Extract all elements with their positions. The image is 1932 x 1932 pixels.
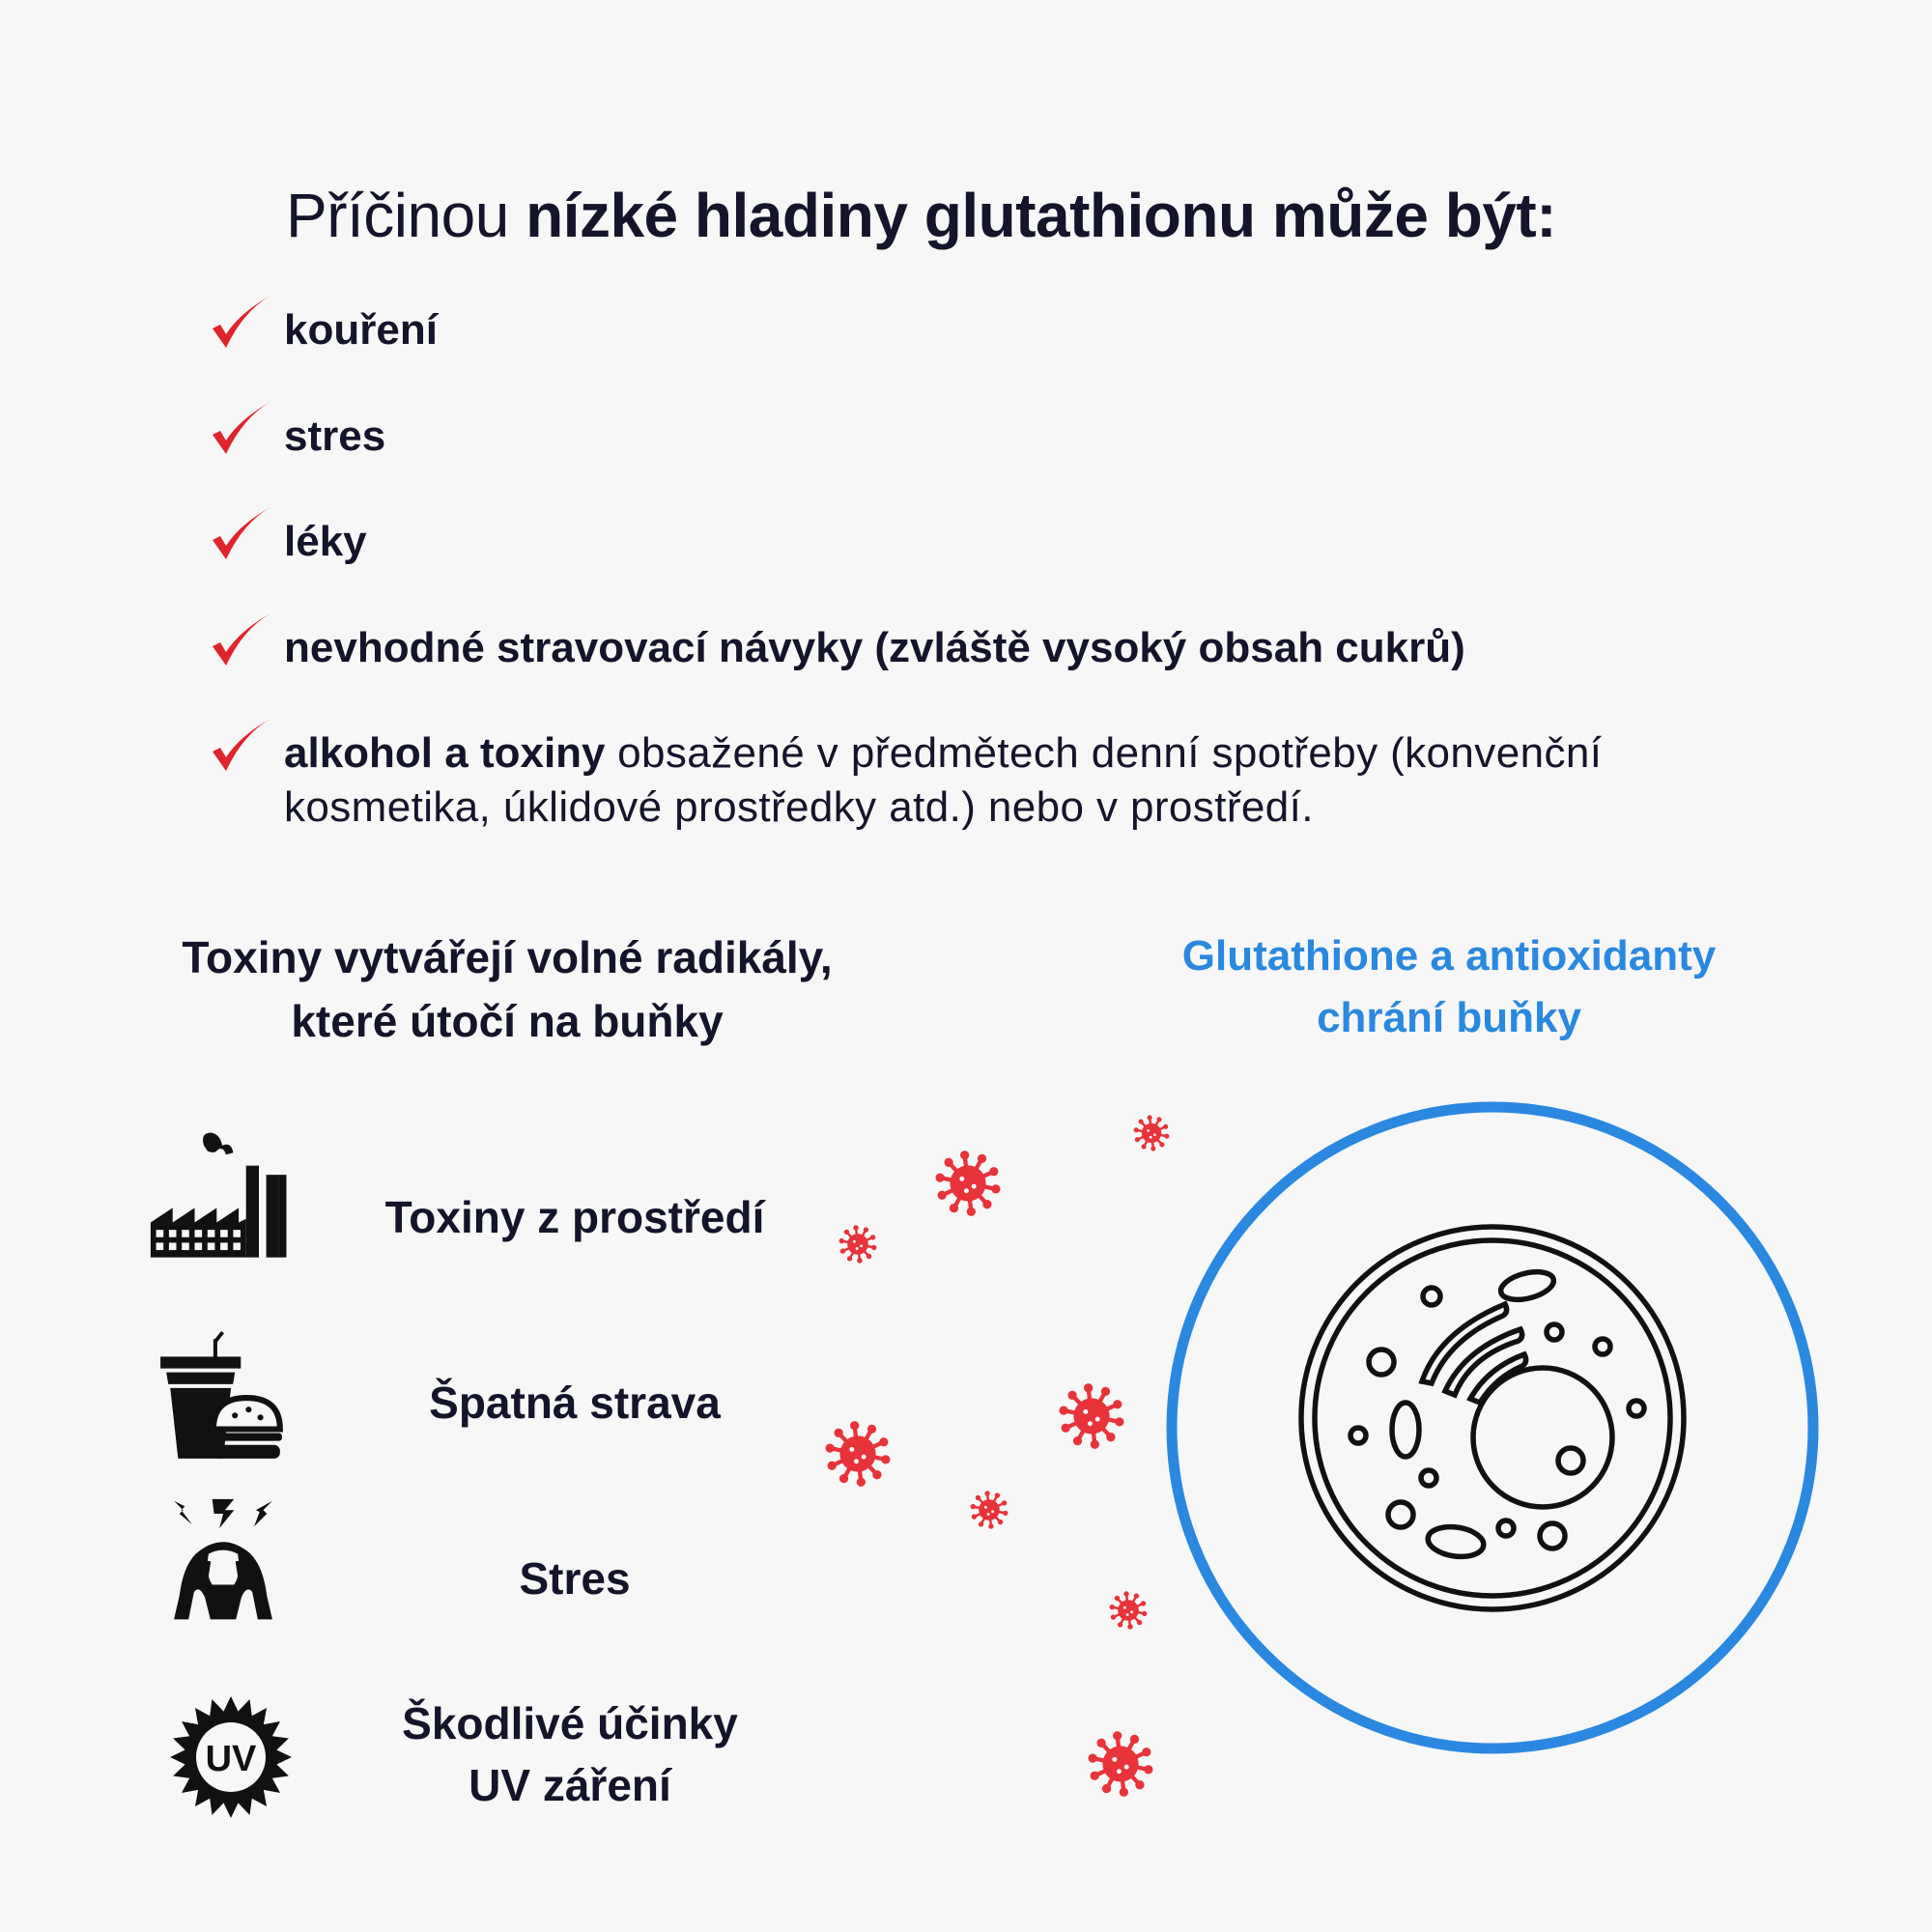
cause-item-text: léky [284,518,367,565]
toxins-heading-line2: které útočí na buňky [291,996,724,1046]
free-radical-icon [1134,1115,1170,1151]
source-label: Toxiny z prostředí [384,1192,765,1242]
checkmark-icon [207,398,274,462]
checkmark-icon [207,610,274,673]
free-radical-icon [1110,1591,1148,1629]
free-radical-icon [1088,1731,1152,1797]
factory-icon [149,1126,296,1265]
fast-food-icon [158,1327,286,1464]
toxins-heading [116,925,898,1053]
toxins-heading-line1: Toxiny vytvářejí volné radikály, [182,932,833,982]
antioxidants-heading [1111,925,1787,1049]
source-label: Stres [519,1553,631,1604]
title-light: Příčinou [286,181,526,250]
cause-item-text: stres [284,412,386,460]
cause-item-text: nevhodné stravovací návyky (zvláště vysoký obsah cukrů) [284,624,1465,671]
stressed-person-icon [166,1497,280,1625]
free-radical-icon [839,1225,877,1263]
source-label: Špatná strava [429,1378,721,1428]
checkmark-icon [207,503,274,567]
free-radical-icon [1059,1383,1123,1449]
cause-item-text: kouření [284,306,438,354]
checkmark-icon [207,715,274,779]
cell-icon [1301,1227,1684,1609]
free-radical-icon [935,1151,1000,1216]
source-label: Škodlivé účinky UV záření [402,1698,738,1810]
checkmark-icon [207,292,274,355]
cause-item-text: alkohol a toxiny obsažené v předmětech denní spotřeby (konvenční kosmetika, úklidové prostředky atd.) nebo v prostředí. [284,729,1603,831]
uv-sun-icon [168,1694,294,1820]
antioxidants-heading-line2: chrání buňky [1317,994,1581,1041]
page-title [286,172,1735,259]
free-radicals-group [825,1115,1169,1797]
free-radical-icon [825,1421,890,1487]
svg-text:UV: UV [205,1739,257,1779]
antioxidants-heading-line1: Glutathione a antioxidanty [1181,932,1717,980]
free-radical-icon [971,1491,1009,1528]
protective-ring [1172,1107,1813,1748]
title-bold: nízké hladiny glutathionu může být: [526,181,1557,250]
